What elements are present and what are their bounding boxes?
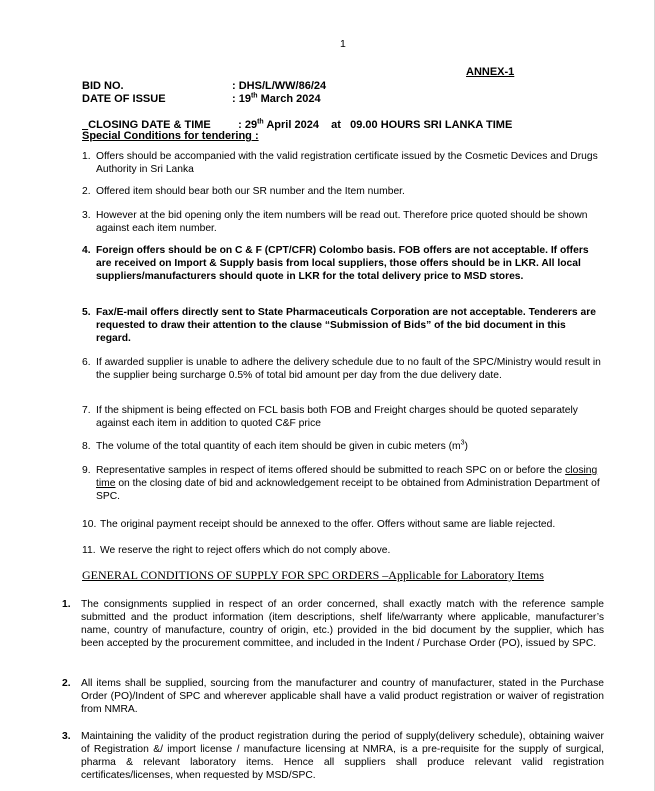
closing-date-row xyxy=(82,106,512,132)
special-item-3: 3. However at the bid opening only the item numbers will be read out. Therefore price quoted should be shown against each item number. xyxy=(82,210,588,234)
special-conditions-title: Special Conditions for tendering : xyxy=(82,130,259,142)
special-item-9: 9. Representative samples in respect of items offered should be submitted to reach SPC on or before the closing time on the closing date of bid and acknowledgement receipt to be obtained from Administration Department of SPC. xyxy=(82,465,600,502)
annex-label: ANNEX-1 xyxy=(466,66,515,78)
special-item-8: 8. The volume of the total quantity of each item should be given in cubic meters $(m^3)$ xyxy=(82,439,468,452)
special-item-6: 6. If awarded supplier is unable to adhere the delivery schedule due to no fault of the SPC/Ministry would result in the supplier being surcharge 0.5% of total bid amount per day from the due delivery date. xyxy=(82,357,601,381)
general-conditions-title: GENERAL CONDITIONS OF SUPPLY FOR SPC ORDERS –Applicable for Laboratory Items xyxy=(82,568,544,582)
general-item-3: 3. Maintaining the validity of the product registration during the period of supply(delivery schedule), obtaining waiver of Registration &/ import license / manufacture licensing at NMRA, is a pre-requisite for the supply of surgical, pharma & relevant laboratory items. Hence all suppliers shall produce relevant valid registration certificates/licenses, when requested by MSD/SPC. xyxy=(62,731,604,781)
special-item-5: 5. Fax/E-mail offers directly sent to State Pharmaceuticals Corporation are not acceptable. Tenderers are requested to draw their attention to the clause “Submission of Bids” of the bid document in this regard. xyxy=(82,307,596,344)
bid-no-label: BID NO. xyxy=(82,80,124,92)
special-item-10: 10. The original payment receipt should be annexed to the offer. Offers without same are liable rejected. xyxy=(82,519,556,530)
date-of-issue-row xyxy=(82,93,321,106)
general-item-1: 1. The consignments supplied in respect of an order concerned, shall exactly match with the reference sample submitted and the product information (item descriptions, shelf life/warranty where applicable, manufacturer’s name, country of manufacture, country of origin, etc.) provided in the bid document by the supplier, which has been accepted by the procurement committee, and included in the Indent / Purchase Order (PO), issued by SPC. xyxy=(62,599,604,649)
date-of-issue-label: DATE OF ISSUE xyxy=(82,93,166,105)
bid-no-row xyxy=(82,80,326,93)
special-item-11: 11. We reserve the right to reject offers which do not comply above. xyxy=(82,545,391,556)
special-item-4: 4. Foreign offers should be on C & F (CPT/CFR) Colombo basis. FOB offers are not acceptable. If offers are received on Import & Supply basis from local suppliers, those offers should be in LKR. All local suppliers/manufacturers should quote in LKR for the total delivery price to MSD stores. xyxy=(82,245,589,282)
special-item-7: 7. If the shipment is being effected on FCL basis both FOB and Freight charges should be quoted separately against each item in addition to quoted C&F price xyxy=(82,405,578,429)
bid-no-value: : DHS/L/WW/86/24 xyxy=(232,80,327,92)
date-of-issue-value: : 19th March 2024 xyxy=(232,92,321,105)
general-item-2: 2. All items shall be supplied, sourcing from the manufacturer and country of manufacturer, stated in the Purchase Order (PO)/Indent of SPC and wherever applicable shall have a valid product registration or waiver of registration from NMRA. xyxy=(62,678,604,715)
special-item-1: 1. Offers should be accompanied with the valid registration certificate issued by the Cosmetic Devices and Drugs Authority in Sri Lanka xyxy=(82,151,598,175)
page-number: 1 xyxy=(340,38,346,50)
closing-date-value: : 29th April 2024 at 09.00 HOURS SRI LANKA TIME xyxy=(238,118,513,131)
closing-date-label: CLOSING DATE & TIME xyxy=(88,119,211,131)
special-item-2: 2. Offered item should bear both our SR number and the Item number. xyxy=(82,186,405,197)
